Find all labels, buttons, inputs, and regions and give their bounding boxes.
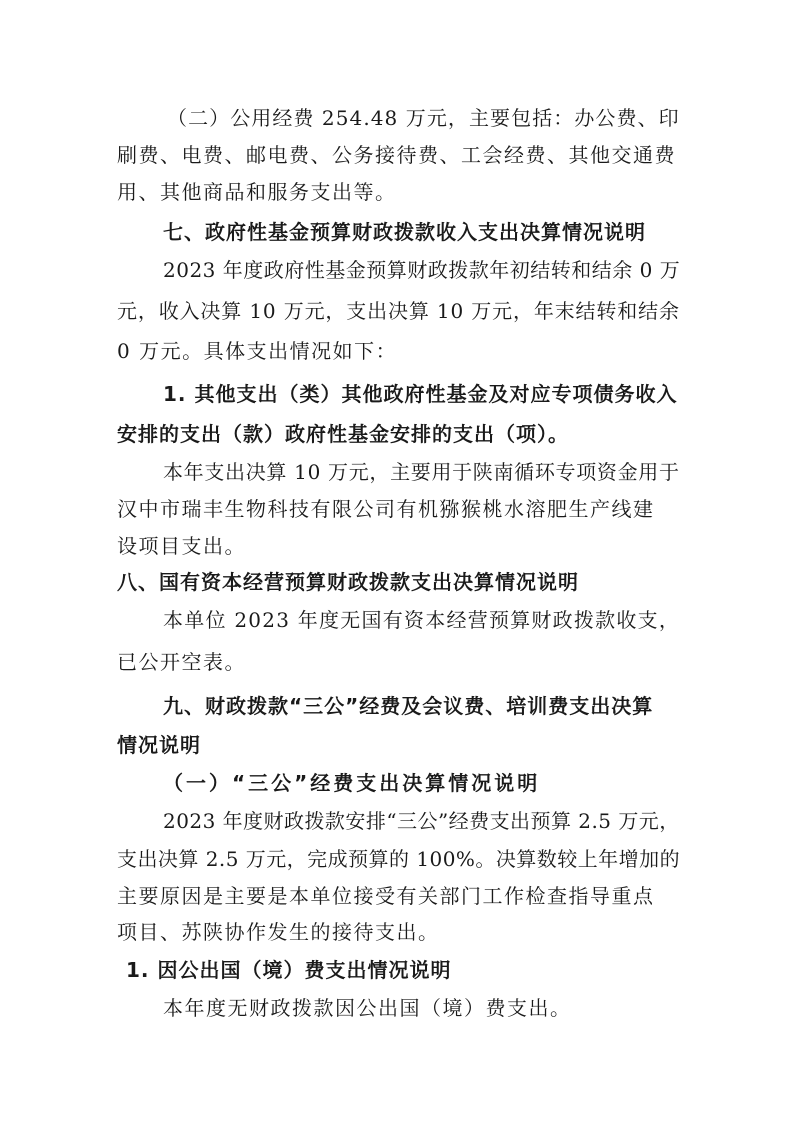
paragraph-line: 2023 年度政府性基金预算财政拨款年初结转和结余 0 万	[163, 258, 681, 282]
paragraph-line: 设项目支出。	[117, 534, 246, 558]
paragraph-line: 项目、苏陕协作发生的接待支出。	[117, 920, 440, 944]
section-heading: 情况说明	[117, 733, 201, 757]
paragraph-line: 汉中市瑞丰生物科技有限公司有机猕猴桃水溶肥生产线建	[117, 497, 655, 521]
paragraph-line: 0 万元。具体支出情况如下：	[117, 339, 398, 363]
paragraph-line: 本单位 2023 年度无国有资本经营预算财政拨款收支，	[163, 608, 681, 632]
paragraph-line: 本年支出决算 10 万元，主要用于陕南循环专项资金用于	[163, 460, 680, 484]
paragraph-line: 用、其他商品和服务支出等。	[117, 180, 397, 204]
section-heading: 八、国有资本经营预算财政拨款支出决算情况说明	[117, 570, 579, 594]
paragraph-line: 已公开空表。	[117, 650, 246, 674]
subheading: 1. 其他支出（类）其他政府性基金及对应专项债务收入	[163, 382, 678, 406]
paragraph-line: 支出决算 2.5 万元，完成预算的 100%。决算数较上年增加的	[117, 847, 681, 871]
paragraph-line: 刷费、电费、邮电费、公务接待费、工会经费、其他交通费	[117, 143, 676, 167]
paragraph-line: 元，收入决算 10 万元，支出决算 10 万元，年末结转和结余	[117, 299, 680, 323]
paragraph-line: 主要原因是主要是本单位接受有关部门工作检查指导重点	[117, 884, 655, 908]
paragraph-line: （二）公用经费 254.48 万元，主要包括：办公费、印	[167, 106, 680, 130]
paragraph-line: 2023 年度财政拨款安排“三公”经费支出预算 2.5 万元，	[163, 809, 680, 833]
paragraph-line: 本年度无财政拨款因公出国（境）费支出。	[163, 996, 572, 1020]
subheading: 1. 因公出国（境）费支出情况说明	[126, 958, 452, 982]
subheading: （一）“三公”经费支出决算情况说明	[163, 771, 541, 795]
section-heading: 七、政府性基金预算财政拨款收入支出决算情况说明	[163, 220, 646, 244]
subheading: 安排的支出（款）政府性基金安排的支出（项）。	[117, 422, 569, 446]
section-heading: 九、财政拨款“三公”经费及会议费、培训费支出决算	[163, 694, 654, 718]
